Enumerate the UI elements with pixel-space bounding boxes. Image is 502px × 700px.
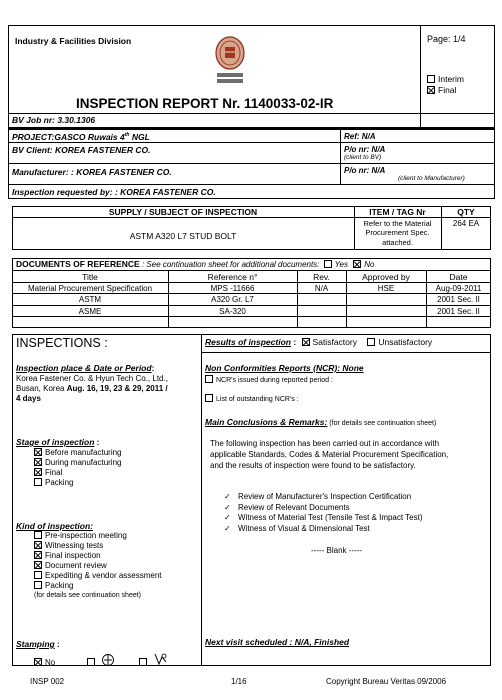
documents-heading-row	[16, 259, 374, 269]
kind-item-witnessing[interactable]	[16, 541, 162, 551]
documents-heading: DOCUMENTS OF REFERENCE	[16, 259, 140, 269]
documents-no-label: No	[364, 260, 375, 269]
results-row	[205, 337, 432, 347]
inspection-place-dates: Aug. 16, 19, 23 & 29, 2011 /	[66, 384, 168, 393]
conclusions-paragraph	[210, 438, 448, 471]
supply-col-subject: SUPPLY / SUBJECT OF INSPECTION	[108, 207, 258, 217]
stage-packing-checkbox[interactable]	[34, 478, 42, 486]
stage-item-during[interactable]	[16, 458, 122, 468]
unsatisfactory-checkbox[interactable]	[367, 338, 375, 346]
kind-pre-meeting-label: Pre-inspection meeting	[45, 531, 127, 540]
documents-rule-4	[12, 316, 491, 317]
stage-final-label: Final	[45, 468, 63, 477]
list-item	[224, 513, 423, 524]
kind-packing-label: Packing	[45, 581, 74, 590]
report-title: INSPECTION REPORT Nr. 1140033-02-IR	[76, 96, 334, 111]
final-option[interactable]	[427, 85, 456, 95]
stage-before-label: Before manufacturing	[45, 448, 122, 457]
ncr-issued-checkbox[interactable]	[205, 375, 213, 383]
kind-of-inspection	[16, 521, 162, 601]
project-rule-3	[8, 184, 495, 185]
table-cell: ASTM	[78, 295, 102, 304]
stage-item-final[interactable]	[16, 468, 122, 478]
kind-note: (for details see continuation sheet)	[34, 592, 142, 599]
kind-expediting-label: Expediting & vendor assessment	[45, 571, 162, 580]
documents-rule-1	[12, 282, 491, 283]
table-cell: Material Procurement Specification	[27, 284, 153, 293]
ncr-outstanding-checkbox[interactable]	[205, 394, 213, 402]
documents-col-rev: Rev.	[313, 272, 330, 282]
documents-yes-label: Yes	[334, 260, 348, 269]
stamping-label: Stamping	[16, 639, 55, 649]
conclusions-line3: and the results of inspection were found to be satisfactory.	[210, 461, 416, 470]
documents-no-checkbox[interactable]	[353, 260, 361, 268]
conclusions-line1: The following inspection has been carried out in accordance with	[210, 439, 440, 448]
kind-witnessing-checkbox[interactable]	[34, 541, 42, 549]
results-label: Results of inspection	[205, 337, 291, 347]
stamping-option2-checkbox[interactable]	[87, 658, 95, 666]
bureau-veritas-logo	[212, 36, 248, 86]
blank-marker: ----- Blank -----	[311, 546, 363, 555]
kind-final-checkbox[interactable]	[34, 551, 42, 559]
ncr-outstanding[interactable]	[205, 394, 299, 403]
stage-label: Stage of inspection	[16, 437, 95, 447]
stage-of-inspection: Stage of inspection : Before manufacturing During manufacturing Final Packing	[16, 437, 122, 487]
project-rule-1	[8, 142, 495, 143]
po-number-client-note: (client to BV)	[344, 154, 382, 161]
project-divider	[340, 129, 341, 184]
project-name-text: PROJECT:GASCO Ruwais 4	[12, 132, 125, 142]
kind-item-expediting[interactable]	[16, 571, 162, 581]
table-cell: Aug-09-2011	[435, 284, 482, 293]
stamping-block: Stamping : No	[16, 639, 168, 667]
inspection-place-colon: :	[151, 364, 155, 373]
list-item	[224, 503, 423, 514]
interim-checkbox[interactable]	[427, 75, 435, 83]
supply-col-qty: QTY	[457, 207, 475, 217]
stamping-option3-checkbox[interactable]	[139, 658, 147, 666]
inspection-place-line3: 4 days	[16, 394, 41, 403]
kind-document-review-checkbox[interactable]	[34, 561, 42, 569]
conclusions-heading-row	[205, 417, 436, 427]
inspection-place-label: Inspection place & Date or Period	[16, 363, 152, 373]
stage-packing-label: Packing	[45, 478, 74, 487]
page-number: Page: 1/4	[427, 34, 466, 44]
documents-rule-0	[12, 270, 491, 271]
satisfactory-checkbox[interactable]	[302, 338, 310, 346]
documents-rule-2	[12, 293, 491, 294]
satisfactory-label: Satisfactory	[312, 337, 357, 347]
bv-client: BV Client: KOREA FASTENER CO.	[12, 145, 151, 155]
list-item	[224, 492, 423, 503]
project-rule-2	[8, 163, 495, 164]
header-bottom-rule	[8, 113, 495, 114]
checkmark-icon: ✓	[224, 523, 231, 533]
supply-item-line3: attached.	[382, 238, 413, 247]
inspection-place-location: Busan, Korea	[16, 384, 67, 393]
bullet-text: Review of Relevant Documents	[238, 502, 350, 512]
supply-item-line1: Refer to the Material	[363, 219, 432, 228]
conclusions-line2: applicable Standards, Codes & Material Procurement Specification,	[210, 450, 449, 459]
documents-col-approved: Approved by	[362, 272, 410, 282]
inspections-heading: INSPECTIONS :	[16, 336, 108, 350]
kind-item-pre-meeting[interactable]	[16, 531, 162, 541]
table-cell: A320 Gr. L7	[211, 295, 254, 304]
supply-subject: ASTM A320 L7 STUD BOLT	[129, 231, 237, 241]
stage-during-checkbox[interactable]	[34, 458, 42, 466]
po-number-manufacturer: P/o nr: N/A	[344, 166, 386, 175]
stage-item-before[interactable]	[16, 448, 122, 458]
supply-col-item: ITEM / TAG Nr	[369, 207, 426, 217]
ncr-issued-label: NCR's issued during reported period :	[216, 377, 333, 384]
supply-qty: 264 EA	[452, 219, 480, 228]
footer-copyright: Copyright Bureau Veritas 09/2006	[326, 677, 447, 686]
results-colon: :	[290, 337, 297, 347]
footer-form-code: INSP 002	[30, 677, 65, 686]
table-cell: N/A	[314, 284, 329, 293]
table-cell: ASME	[78, 307, 102, 316]
project-name-sup: th	[124, 132, 130, 139]
kind-pre-meeting-checkbox[interactable]	[34, 531, 42, 539]
documents-rule-3	[12, 305, 491, 306]
conclusions-heading: Main Conclusions & Remarks:	[205, 417, 328, 427]
kind-final-label: Final inspection	[45, 551, 101, 560]
ncr-outstanding-label: List of outstanding NCR's :	[216, 396, 299, 403]
documents-col-reference: Reference n°	[207, 272, 258, 282]
list-item	[224, 524, 423, 535]
documents-note: : See continuation sheet for additional documents:	[139, 260, 320, 269]
table-cell: 2001 Sec. II	[437, 307, 480, 316]
next-visit: Next visit scheduled : N/A, Finished	[205, 637, 350, 647]
checkmark-icon: ✓	[224, 492, 231, 501]
kind-item-document-review[interactable]	[16, 561, 162, 571]
ncr-heading: Non Conformities Reports (NCR): None	[205, 363, 364, 373]
supply-item-line2: Procurement Spec.	[365, 228, 430, 237]
stamping-no-label: No	[45, 658, 56, 667]
inspections-divider	[201, 334, 202, 666]
stage-final-checkbox[interactable]	[34, 468, 42, 476]
ncr-issued[interactable]	[205, 375, 333, 384]
conclusions-note: (for details see continuation sheet)	[327, 420, 437, 427]
unsatisfactory-label: Unsatisfactory	[378, 337, 433, 347]
inspection-place-line1: Korea Fastener Co. & Hyun Tech Co., Ltd.,	[16, 374, 168, 383]
checkmark-icon: ✓	[224, 513, 231, 522]
kind-item-packing[interactable]	[16, 581, 162, 591]
po-number-manufacturer-note: (client to Manufacturer)	[398, 175, 465, 182]
final-label: Final	[438, 85, 457, 95]
project-name-suffix: NGL	[129, 132, 150, 142]
checkmark-icon: ✓	[224, 502, 231, 512]
bv-job-number: BV Job nr: 3.30.1306	[12, 115, 96, 125]
kind-packing-checkbox[interactable]	[34, 581, 42, 589]
table-cell: MPS -11666	[210, 284, 255, 293]
reference: Ref: N/A	[344, 132, 376, 141]
kind-document-review-label: Document review	[45, 561, 107, 570]
inspection-place-block	[16, 363, 200, 404]
stamping-no-checkbox[interactable]	[34, 658, 42, 666]
inspection-place-line2	[16, 384, 200, 394]
project-name	[12, 132, 150, 142]
stage-item-packing[interactable]	[16, 478, 122, 488]
supply-header-rule	[12, 217, 491, 218]
bullet-text: Review of Manufacturer's Inspection Certification	[238, 492, 412, 501]
po-number-client: P/o nr: N/A	[344, 145, 386, 154]
kind-item-final[interactable]	[16, 551, 162, 561]
kind-expediting-checkbox[interactable]	[34, 571, 42, 579]
requested-by: Inspection requested by: : KOREA FASTENER CO.	[12, 187, 216, 197]
stamp-symbol-1-icon	[101, 653, 115, 667]
bullet-text: Witness of Visual & Dimensional Test	[238, 523, 370, 533]
interim-option[interactable]	[427, 74, 464, 84]
interim-label: Interim	[438, 74, 464, 84]
bullet-text: Witness of Material Test (Tensile Test & Impact Test)	[238, 513, 423, 522]
documents-yes-checkbox[interactable]	[324, 260, 332, 268]
table-cell: 2001 Sec. II	[437, 295, 480, 304]
table-cell: HSE	[377, 284, 395, 293]
kind-label: Kind of inspection:	[16, 521, 93, 531]
final-checkbox[interactable]	[427, 86, 435, 94]
documents-col-date: Date	[449, 272, 468, 282]
division-label: Industry & Facilities Division	[15, 36, 132, 46]
footer-page: 1/16	[231, 677, 247, 686]
stage-before-checkbox[interactable]	[34, 448, 42, 456]
kind-witnessing-label: Witnessing tests	[45, 541, 104, 550]
results-rule	[201, 352, 491, 353]
table-cell: SA-320	[219, 307, 246, 316]
documents-col-title: Title	[82, 272, 98, 282]
manufacturer: Manufacturer: : KOREA FASTENER CO.	[12, 167, 172, 177]
conclusions-bullets	[224, 492, 423, 534]
stamp-symbol-2-icon	[152, 651, 168, 667]
bureau-veritas-seal-icon	[212, 36, 248, 86]
stage-during-label: During manufacturing	[45, 458, 122, 467]
